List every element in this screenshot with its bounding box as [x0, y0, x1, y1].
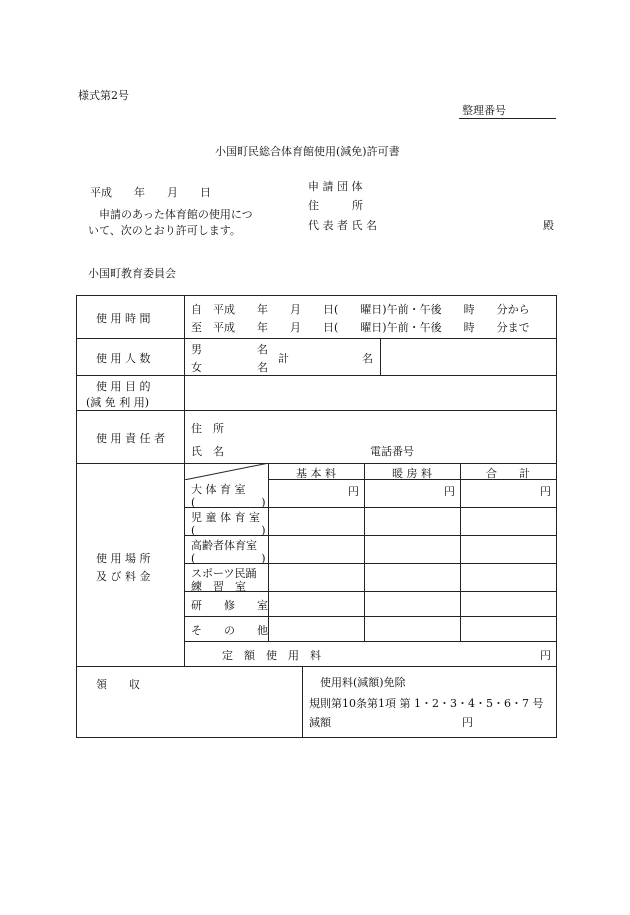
room-6-line1: そ の 他: [191, 624, 268, 637]
room-3-line1: 高齢者体育室: [191, 539, 257, 552]
body-line-1: 申請のあった体育館の使用につ: [88, 208, 253, 221]
seiri-label: 整理番号: [462, 104, 506, 117]
receipt-label: 領 収: [96, 678, 140, 691]
purpose-label-2: (減 免 利 用): [86, 396, 150, 409]
usage-time-to: 至 平成 年 月 日( 曜日)午前・午後 時 分まで: [191, 321, 530, 334]
responsible-address: 住 所: [191, 422, 224, 435]
seiri-underline: [459, 118, 556, 119]
header-diagonal: [184, 463, 269, 480]
room-1-heat-yen: 円: [444, 485, 455, 498]
room-1-line1: 大 体 育 室: [191, 483, 246, 496]
representative-label: 代 表 者 氏 名: [308, 219, 377, 232]
room-3-line2: ( ): [191, 552, 266, 565]
headcount-label: 使 用 人 数: [96, 352, 151, 365]
room-1-base-yen: 円: [348, 485, 359, 498]
issuer: 小国町教育委員会: [88, 267, 176, 280]
page-title: 小国町民総合体育館使用(減免)許可書: [215, 145, 400, 158]
responsible-label: 使 用 責 任 者: [96, 432, 165, 445]
headcount-total-unit: 名: [362, 352, 373, 365]
headcount-total-label: 計: [278, 352, 289, 365]
honorific: 殿: [543, 219, 554, 232]
room-1-total-yen: 円: [540, 485, 551, 498]
applicant-group-label: 申 請 団 体: [308, 180, 363, 193]
exempt-label: 使用料(減額)免除: [320, 676, 406, 689]
applicant-address-label: 住 所: [308, 199, 363, 212]
date-line: 平成 年 月 日: [90, 186, 211, 199]
headcount-male: 男 名: [191, 343, 268, 356]
room-2-line2: ( ): [191, 524, 266, 537]
room-4-line2: 練 習 室: [191, 580, 246, 593]
col-base-fee: 基 本 料: [296, 467, 336, 480]
col-heating-fee: 暖 房 料: [392, 467, 432, 480]
rule-line: 規則第10条第1項 第 1・2・3・4・5・6・7 号: [309, 697, 544, 710]
responsible-phone: 電話番号: [370, 445, 414, 458]
purpose-label-1: 使 用 目 的: [96, 380, 151, 393]
room-2-line1: 児 童 体 育 室: [191, 511, 260, 524]
fixed-fee-label: 定 額 使 用 料: [222, 649, 321, 662]
room-4-line1: スポーツ民踊: [191, 567, 257, 580]
body-line-2: いて、次のとおり許可します。: [88, 224, 241, 237]
place-fee-label-1: 使 用 場 所: [96, 552, 151, 565]
room-5-line1: 研 修 室: [191, 599, 268, 612]
fixed-fee-yen: 円: [540, 649, 551, 662]
responsible-name: 氏 名: [191, 445, 224, 458]
form-number: 様式第2号: [78, 89, 129, 102]
usage-time-label: 使 用 時 間: [96, 312, 151, 325]
room-1-line2: ( ): [191, 496, 266, 509]
reduction-label: 減額: [309, 716, 331, 729]
headcount-female: 女 名: [191, 361, 268, 374]
reduction-yen: 円: [462, 716, 473, 729]
place-fee-label-2: 及 び 料 金: [96, 570, 151, 583]
usage-time-from: 自 平成 年 月 日( 曜日)午前・午後 時 分から: [191, 303, 530, 316]
col-total: 合 計: [486, 467, 530, 480]
